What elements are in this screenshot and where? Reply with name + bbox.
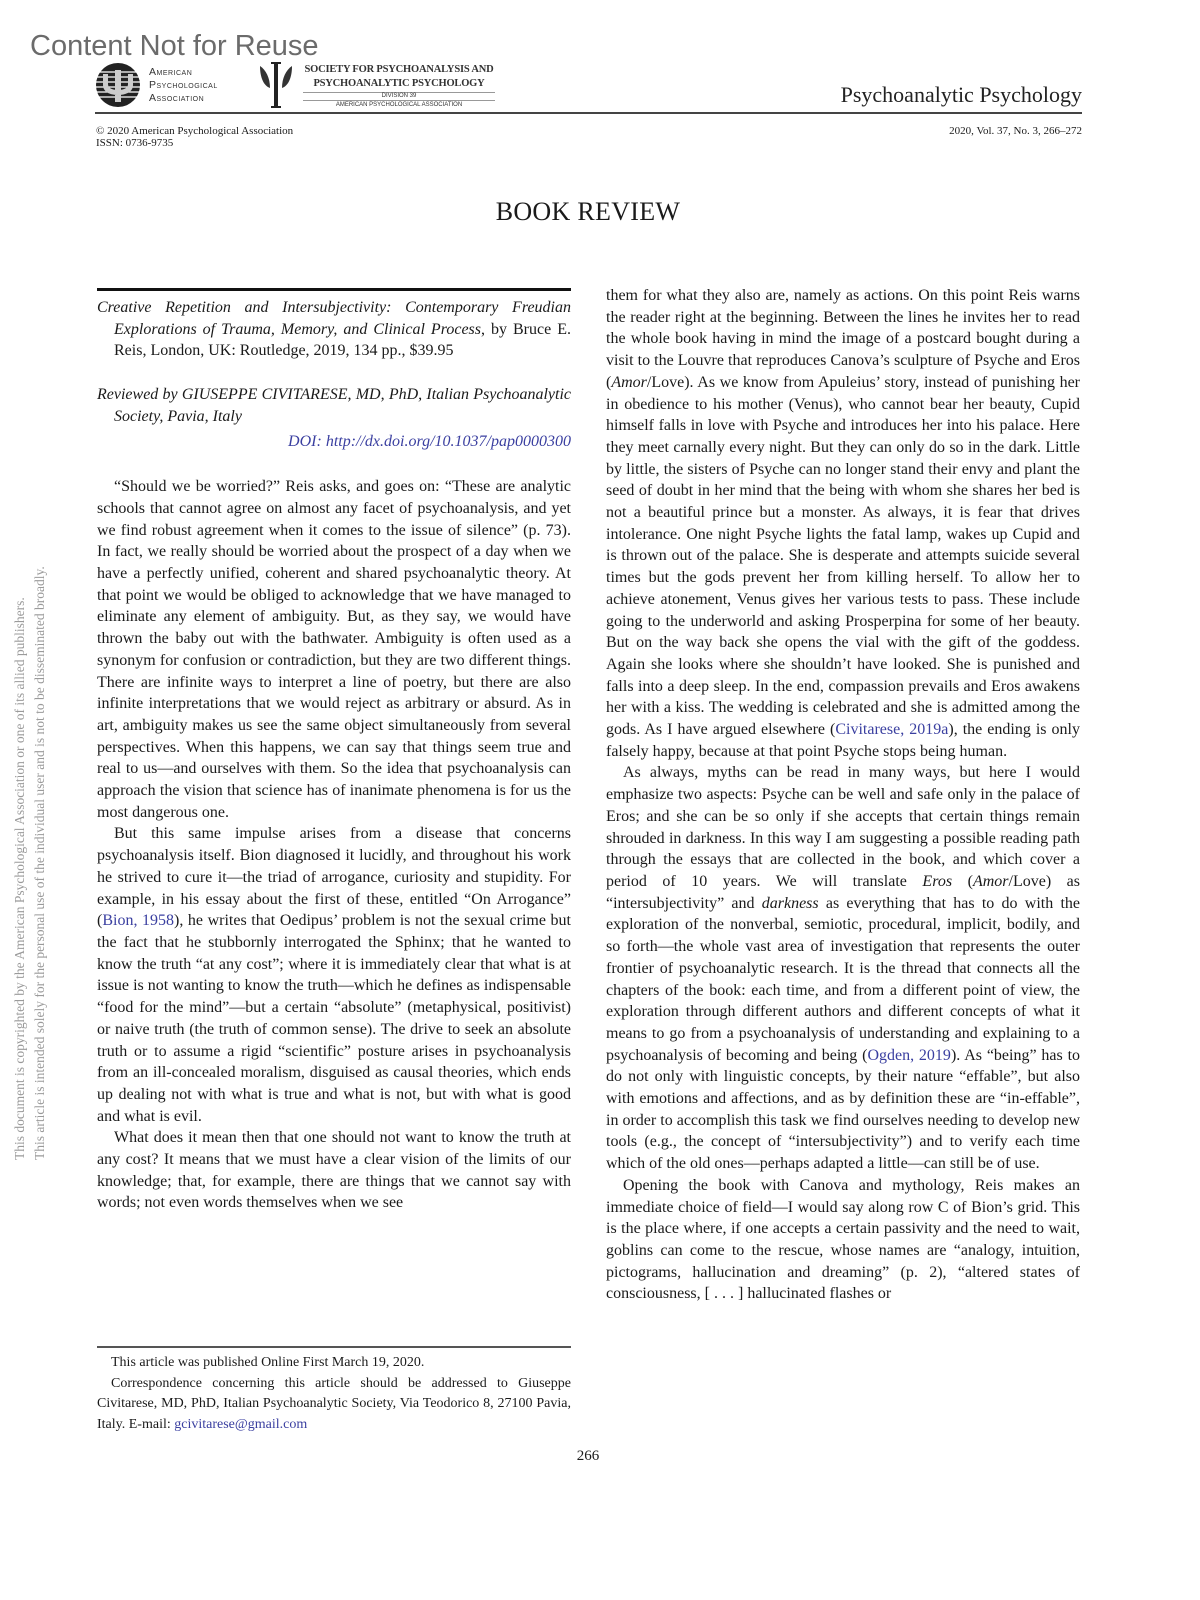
text: Correspondence concerning this article should be addressed to Giuseppe Civitarese, MD, PhD, Italian Psychoanalytic Society, Via Teodorico 8, 27100 Pavia, Italy. E-mail:: [97, 1375, 571, 1432]
side-notice-line: This article is intended solely for the personal use of the individual user and is not to be disseminated broadly.: [32, 566, 47, 1160]
text: /Love). As we know from Apuleius’ story, instead of punishing her in obedience to his mother (Venus), who cannot bear her beauty, Cupid himself falls in love with Psyche and introduces her into his palace. Here they meet carnally every night. But they can only do so in the dark. Little by little, the sisters of Psyche can no longer stand their envy and plant the seed of doubt in her mind that the being with whom she shares her bed is not a beautiful prince but a monster. As always, it is fear that drives intolerance. One night Psyche lights the fatal lamp, wakes up Cupid and is thrown out of the palace. She is desperate and attempts suicide several times but the gods prevent her from killing herself. To allow her to achieve atonement, Venus gives her various tests to pass. These include going to the underworld and asking Prosperpina for some of her beauty. But on the way back she opens the vial with the gift of the goddess. Again she looks where she shouldn’t have looked. She is punished and falls into a deep sleep. In the end, compassion prevails and Eros awakens her with a kiss. The wedding is celebrated and she is admitted among the gods. As I have argued elsewhere (: [606, 373, 1080, 739]
apa-logo: [95, 62, 141, 108]
body-paragraph: What does it mean then that one should not want to know the truth at any cost? It means that we must have a clear vision of the limits of our knowledge; that, for example, there are things that we cannot say with words; not even words themselves when we see: [97, 1129, 571, 1212]
journal-title: Psychoanalytic Psychology: [840, 82, 1082, 107]
text: them for what they also are, namely as actions. On this point Reis warns the reader right at the beginning. Between the lines he invites her to read the whole book having in mind the image of a postcard bought during a visit to the Louvre that reproduces Canova’s sculpture of Psyche and Eros (: [606, 287, 1080, 391]
division-name-line: SOCIETY FOR PSYCHOANALYSIS AND: [304, 64, 494, 75]
copyright-block: [96, 125, 293, 149]
body-paragraph: [606, 285, 1080, 762]
left-column: [97, 288, 571, 1214]
column-rule: [97, 288, 571, 291]
body-paragraph: [606, 762, 1080, 1174]
content-not-for-reuse-watermark: Content Not for Reuse: [30, 30, 319, 62]
apa-logo-line: American: [149, 66, 193, 78]
citation-link[interactable]: Ogden, 2019: [867, 1046, 951, 1064]
volume-info: 2020, Vol. 37, No. 3, 266–272: [949, 125, 1082, 137]
text: (: [952, 872, 973, 890]
footnote-online: This article was published Online First March 19, 2020.: [111, 1355, 425, 1370]
text: /Love) as “intersubjectivity” and: [606, 872, 1081, 912]
division-39-logo: [258, 60, 294, 110]
text: darkness: [761, 894, 819, 912]
reviewer: Reviewed by GIUSEPPE CIVITARESE, MD, PhD, Italian Psychoanalytic Society, Pavia, Italy: [97, 386, 571, 425]
footnote-rule: [97, 1346, 571, 1348]
copyright: © 2020 American Psychological Association: [96, 125, 294, 137]
book-title: Creative Repetition and Intersubjectivity: Contemporary Freudian Explorations of Trauma, Memory, and Clinical Process: [97, 299, 571, 338]
text: Amor: [972, 872, 1009, 890]
footnote: [97, 1353, 571, 1435]
citation-link[interactable]: Bion, 1958: [102, 912, 175, 930]
division-name-line: PSYCHOANALYTIC PSYCHOLOGY: [313, 78, 485, 89]
text: But this same impulse arises from a disease that concerns psychoanalysis itself. Bion diagnosed it lucidly, and throughout his work he strived to cure it—the triad of arrogance, curiosity and stupidity. For example, in his essay about the first of these, entitled “On Arrogance” (: [97, 825, 571, 930]
page-number: 266: [576, 1448, 600, 1464]
text: as everything that has to do with the exploration of the nonverbal, semiotic, procedural, implicit, bodily, and so forth—the whole vast area of investigation that represents the outer frontier of psychoanalytic research. It is the thread that connects all the chapters of the book: each time, and from a different point of view, the exploration through different authors and different concepts of what it means to go from a psychoanalysis of understanding and explaining to a psychoanalysis of becoming and being (: [606, 894, 1080, 1064]
body-paragraph: [97, 823, 571, 1127]
citation-link[interactable]: Civitarese, 2019a: [835, 721, 949, 739]
header-rule: [95, 112, 1082, 114]
apa-logo-text: [149, 66, 218, 105]
division-39-text: [303, 63, 495, 109]
section-title: BOOK REVIEW: [495, 197, 681, 226]
text: ), the ending is only falsely happy, because at that point Psyche stops being human.: [606, 721, 1081, 760]
apa-logo-line: Association: [149, 92, 205, 104]
division-number: DIVISION 39: [303, 92, 495, 100]
text: As always, myths can be read in many ways, but here I would emphasize two aspects: Psyche can be well and safe only in the palace of Eros; and she can be so only if she accepts that certain things remain shrouded in darkness. In this way I am suggesting a possible reading path through the essays that are collected in the book, and which cover a period of 10 years. We will translate: [606, 764, 1080, 890]
division-org: AMERICAN PSYCHOLOGICAL ASSOCIATION: [303, 100, 495, 109]
text: Amor: [611, 373, 647, 391]
copyright-side-notice: [10, 440, 50, 1160]
text: ). As “being” has to do not only with linguistic concepts, by their nature “effable”, but also with emotions and affections, and as by definition these are “in-effable”, in order to accomplish this task we find ourselves needing to develop new tools (e.g., the concept of “intersubjectivity”) and to verify each time which of the old ones—perhaps adapted a little—can still be of use.: [606, 1046, 1081, 1173]
side-notice-line: This document is copyrighted by the American Psychological Association or one of its allied publishers.: [12, 597, 27, 1160]
book-details: , by Bruce E. Reis, London, UK: Routledge, 2019, 134 pp., $39.95: [114, 320, 571, 360]
body-paragraph: “Should we be worried?” Reis asks, and goes on: “These are analytic schools that cannot agree on almost any facet of psychoanalysis, and yet we find robust agreement when it comes to the issue of silence” (p. 73). In fact, we really should be worried about the prospect of a day when we have a perfectly unified, coherent and shared psychoanalytic theory. At that point we would be obliged to acknowledge that we have managed to eliminate any element of ambiguity. But, as they say, we would have thrown the baby out with the bathwater. Ambiguity is often used as a synonym for confusion or contradiction, but they are two different things. There are infinite ways to interpret a line of poetry, but there are also infinite interpretations that we would reject as arbitrary or absurd. As in art, ambiguity makes us see the same object simultaneously from several perspectives. When this happens, we can say that things seem true and real to us—and ourselves with them. So the idea that psychoanalysis can approach the vision that science has of inanimate phenomena is for us the most dangerous one.: [97, 478, 571, 821]
footnote-correspondence: [97, 1374, 571, 1436]
text: ), he writes that Oedipus’ problem is not the sexual crime but the fact that he stubbornly interrogated the Sphinx; that he wanted to know the truth “at any cost”; where it is immediately clear that what is at issue is not wanting to know the truth—which he defines as indispensable “food for the mind”—but a certain “absolute” (metaphysical, positivist) or naive truth (the truth of common sense). The drive to seek an absolute truth or to assume a rigid “scientific” posture arises in psychoanalysis from an ill-concealed moralism, disguised as causal theories, which ends up dealing not with what is true and what is not, but with what is good and what is evil.: [97, 912, 571, 1125]
apa-logo-line: Psychological: [149, 79, 218, 91]
right-column: [606, 285, 1080, 1305]
text: Eros: [922, 872, 953, 890]
issn: ISSN: 0736-9735: [96, 137, 174, 149]
book-citation: [97, 297, 571, 362]
doi-link[interactable]: DOI: http://dx.doi.org/10.1037/pap0000300: [288, 432, 571, 450]
body-paragraph: Opening the book with Canova and mythology, Reis makes an immediate choice of field—I would say along row C of Bion’s grid. This is the place where, if one accepts a certain passivity and the need to wait, goblins can come to the rescue, whose names are “analogy, intuition, pictograms, hallucination and dreaming” (p. 2), “altered states of consciousness, [ . . . ] hallucinated flashes or: [606, 1176, 1080, 1303]
email-link[interactable]: gcivitarese@gmail.com: [174, 1416, 308, 1432]
